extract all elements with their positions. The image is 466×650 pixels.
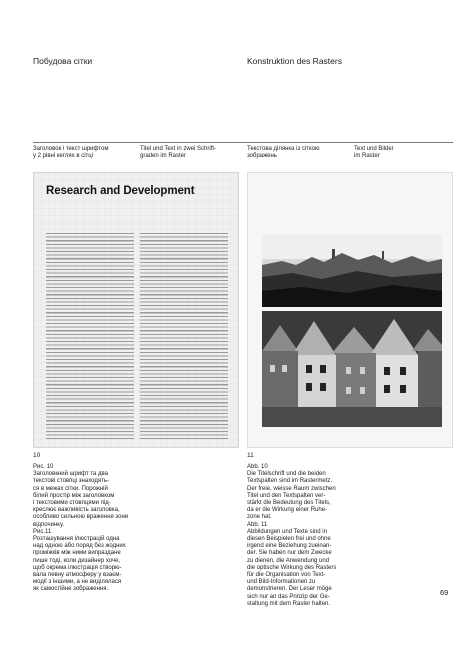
figure-number-left: 10 (33, 452, 41, 459)
figure-number-right: 11 (247, 452, 254, 459)
subhead-col2: Titel und Text in zwei Schrift- graden im Raster (140, 146, 217, 159)
caption-german: Abb. 10 Die Titelschrift und die beiden Textspalten sind im Rastermetz. Der freie, weisse Raum zwischen Titel und den Textspalten ver- stärkt die Bedeutung des Titels, da er die Wirkung einer Ruhe- zone hat. Abb. 11 Abbildungen und Texte sind in diesen Beispielen frei und ohne irgend eine Beziehung zueinan- der. Sie haben nur dem Zwecke zu dienen, die Anwendung und die optische Wirkung des Rasters für die Organisation von Text- und Bild-Informationen zu demonstrieren. Der Leser möge sich nur an das Prinzip der Ge- staltung mit dem Raster halten. (247, 464, 337, 607)
subhead-col3: Текстова ділянка із сіткою зображень (247, 146, 320, 159)
photo-landscape (262, 235, 442, 307)
subhead-col4: Text und Bilder im Raster (354, 146, 394, 159)
example-page-images (247, 172, 453, 448)
page-number: 69 (440, 588, 449, 597)
text-column-right (140, 233, 228, 439)
left-page-title: Побудова сітки (33, 56, 93, 66)
example-title: Research and Development (46, 185, 195, 197)
right-page-title: Konstruktion des Rasters (247, 56, 342, 66)
example-page-grid-text (33, 172, 239, 448)
caption-ukrainian: Рис. 10 Заголовкний шрифт та два текстові стовпці знаходять- ся в межах сітки. Порожній білий простір між заголовком і текстовими стовпцями під- креслює важливість заголовка, особливо сильною враження зони відпочинку. Рис.11 Розташування ілюстрацій одна над одною або поряд без жодних проміжків між ними випраздане пише тоді, коли дизайнер хоче, щоб окрема ілюстрація створю- вала певну атмосферу у взаєм- модії з іншими, а не виділялася як самостійне зображення. (33, 464, 129, 593)
subhead-col1: Заголовок і текст шрифтом у 2 рівні кеглях в сітці (33, 146, 109, 159)
text-column-left (46, 233, 134, 439)
top-rule (33, 142, 453, 143)
photo-town (262, 311, 442, 427)
